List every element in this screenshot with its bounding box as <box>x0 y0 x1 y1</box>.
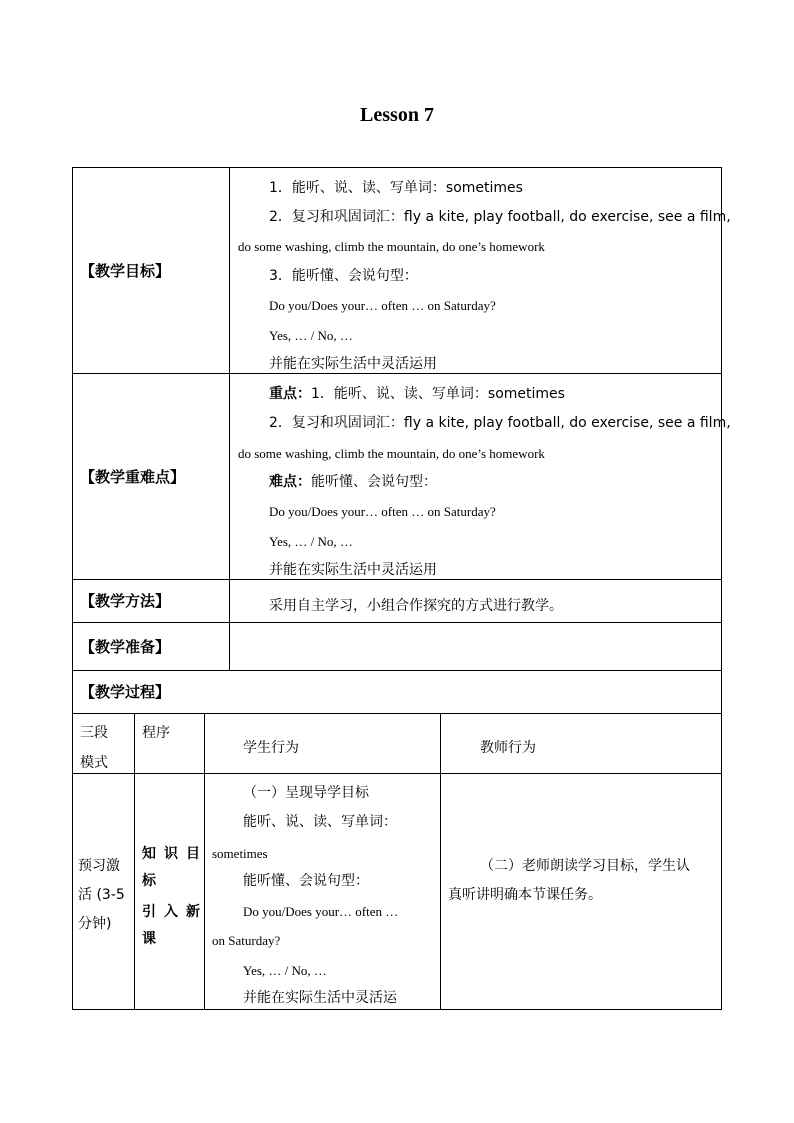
mode-cell: 预习激 <box>78 858 120 874</box>
header-procedure: 程序 <box>142 725 170 741</box>
procedure-cell <box>142 843 200 863</box>
procedure-cell <box>142 901 200 921</box>
header-mode: 模式 <box>80 755 108 771</box>
key-points-label: 【教学重难点】 <box>80 468 186 486</box>
teacher-line: 真听讲明确本节课任务。 <box>448 887 602 903</box>
objectives-line: 3．能听懂、会说句型： <box>269 268 418 284</box>
student-line: Yes, … / No, … <box>243 963 327 978</box>
objectives-line: Yes, … / No, … <box>269 328 353 343</box>
key-points-line: do some washing, climb the mountain, do one’s homework <box>238 446 545 461</box>
procedure-char: 目 <box>186 846 200 862</box>
header-teacher: 教师行为 <box>480 740 536 756</box>
key-prefix: 重点： <box>269 386 311 402</box>
key-points-line <box>269 473 437 491</box>
mode-cell: 分钟) <box>78 916 112 932</box>
key-points-line <box>269 385 565 403</box>
student-line: Do you/Does your… often … <box>243 904 399 919</box>
objectives-line: 2．复习和巩固词汇：fly a kite, play football, do exercise, see a film, <box>269 209 731 225</box>
objectives-label: 【教学目标】 <box>80 262 171 280</box>
difficulty-prefix: 难点： <box>269 474 311 490</box>
mode-cell: 活 (3-5 <box>78 887 125 903</box>
process-label: 【教学过程】 <box>80 683 171 701</box>
procedure-char: 引 <box>142 904 156 920</box>
procedure-char: 标 <box>142 873 156 889</box>
objectives-line: do some washing, climb the mountain, do one’s homework <box>238 239 545 254</box>
key-points-line: 2．复习和巩固词汇：fly a kite, play football, do exercise, see a film, <box>269 415 731 431</box>
method-label: 【教学方法】 <box>80 592 171 610</box>
page-title: Lesson 7 <box>360 104 434 126</box>
student-line: 能听、说、读、写单词： <box>243 814 397 830</box>
student-line: 并能在实际生活中灵活运 <box>243 990 397 1006</box>
procedure-char: 知 <box>142 846 156 862</box>
key-points-line: Do you/Does your… often … on Saturday? <box>269 504 496 519</box>
objectives-line: 并能在实际生活中灵活运用 <box>269 356 437 372</box>
key-points-text: 能听懂、会说句型： <box>311 474 437 490</box>
student-line: 能听懂、会说句型： <box>243 873 369 889</box>
preparation-label: 【教学准备】 <box>80 638 171 656</box>
student-line: on Saturday? <box>212 933 281 948</box>
student-line: （一）呈现导学目标 <box>243 785 369 801</box>
key-points-line: 并能在实际生活中灵活运用 <box>269 562 437 578</box>
objectives-line: Do you/Does your… often … on Saturday? <box>269 298 496 313</box>
procedure-char: 课 <box>142 931 156 947</box>
procedure-char: 识 <box>164 846 178 862</box>
method-text: 采用自主学习，小组合作探究的方式进行教学。 <box>269 598 563 614</box>
procedure-char: 入 <box>164 904 178 920</box>
header-mode: 三段 <box>80 725 108 741</box>
key-points-text: 1．能听、说、读、写单词：sometimes <box>311 386 565 402</box>
key-points-line: Yes, … / No, … <box>269 534 353 549</box>
procedure-char: 新 <box>186 904 200 920</box>
teacher-line: （二）老师朗读学习目标，学生认 <box>480 858 690 874</box>
student-line: sometimes <box>212 846 268 861</box>
objectives-line: 1．能听、说、读、写单词：sometimes <box>269 180 523 196</box>
header-student: 学生行为 <box>243 740 299 756</box>
